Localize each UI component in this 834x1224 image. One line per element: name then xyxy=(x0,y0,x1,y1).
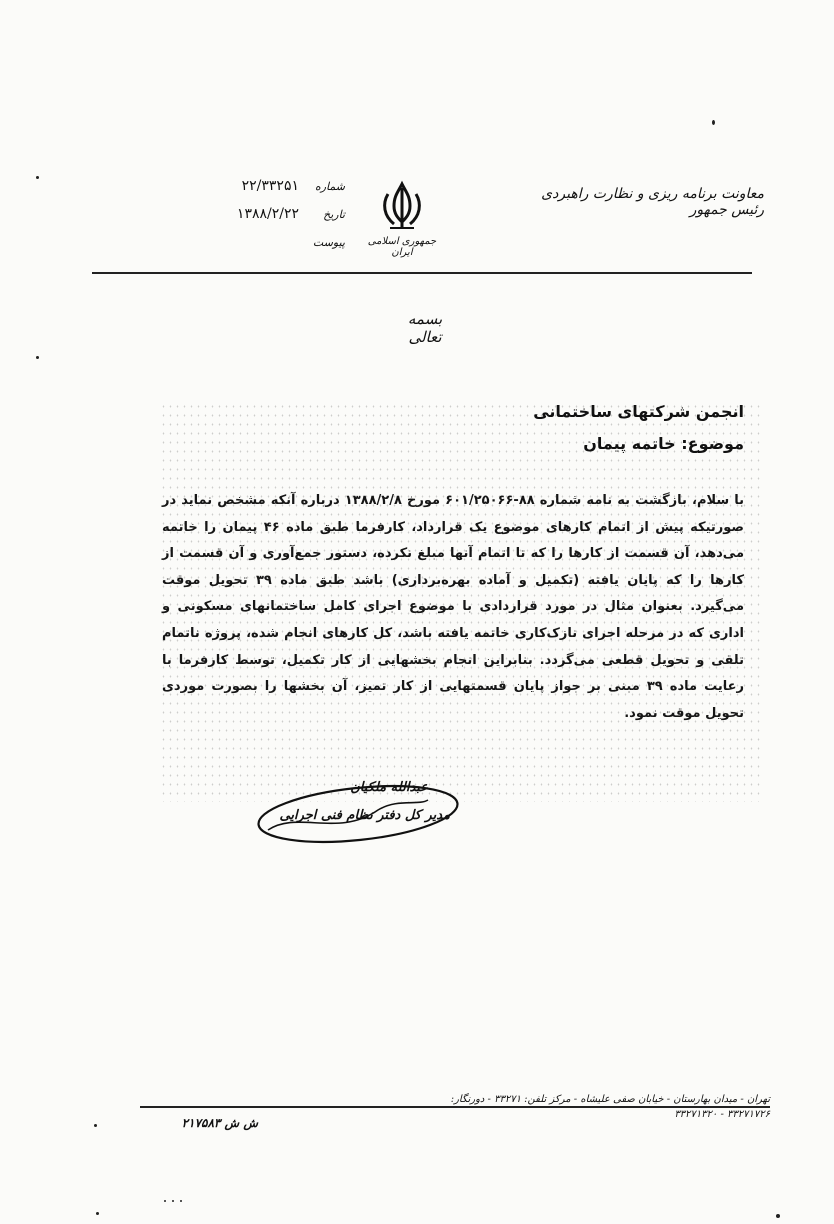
attachment-label: پیوست xyxy=(312,236,345,249)
letter-meta xyxy=(205,176,345,260)
signature-block xyxy=(228,780,468,850)
scan-speck xyxy=(172,1200,174,1202)
date-value: ۱۳۸۸/۲/۲۲ xyxy=(236,206,299,222)
organization-name: معاونت برنامه ریزی و نظارت راهبردی رئیس جمهور xyxy=(541,186,764,218)
scan-speck xyxy=(36,176,39,179)
header-divider xyxy=(92,272,752,274)
footer-code: ش ش ۲۱۷۵۸۳ xyxy=(181,1116,258,1130)
scan-speck xyxy=(164,1200,166,1202)
scan-speck xyxy=(180,1200,182,1202)
number-value: ۲۲/۳۳۲۵۱ xyxy=(241,178,299,194)
signatory-name: عبدالله ملکیان xyxy=(350,780,428,795)
addressee-block xyxy=(384,396,744,460)
scan-speck xyxy=(776,1214,780,1218)
emblem-caption: جمهوری اسلامی ایران xyxy=(367,236,437,258)
scan-speck xyxy=(712,120,715,125)
subject: موضوع: خاتمه پیمان xyxy=(583,434,744,453)
attachment-row xyxy=(205,232,345,260)
letter-body: با سلام، بازگشت به نامه شماره ۸۸-۶۰۱/۲۵۰۶۶ مورخ ۱۳۸۸/۲/۸ درباره آنکه مشخص نماید در صورتیکه پیش از اتمام کارهای موضوع یک قرارداد، کارفرما طبق ماده ۴۶ پیمان را خاتمه می‌دهد، آن قسمت از کارها را که تا اتمام آنها مبلغ نکرده، دستور جمع‌آوری و آن قسمت از کارها را که پایان یافته (تکمیل و آماده بهره‌برداری) باشد طبق ماده ۳۹ تحویل موقت می‌گیرد. بعنوان مثال در مورد قراردادی با موضوع اجرای کامل ساختمانهای مسکونی و اداری که در مرحله اجرای نازک‌کاری خاتمه یافته باشد، کل کارهای انجام شده، پروژه ناتمام تلقی و تحویل قطعی می‌گردد. بنابراین انجام بخشهایی از کار تکمیل، توسط کارفرما با رعایت ماده ۳۹ مبنی بر جواز پایان قسمتهایی از کار تمیز، آن بخشها را بصورت موردی تحویل موقت نمود. xyxy=(162,493,744,721)
footer-address: تهران - میدان بهارستان - خیابان صفی علیشاه - مرکز تلفن: ۳۳۲۷۱ - دورنگار: ۳۳۲۷۱۷۲۶ - ۳۳۲۷۱۳۲۰ xyxy=(450,1094,770,1120)
basmala: بسمه تعالی xyxy=(407,310,443,346)
scan-speck xyxy=(36,356,39,359)
date-label: تاریخ xyxy=(323,208,345,221)
signatory-title: مدیر کل دفتر نظام فنی اجرایی xyxy=(279,808,450,823)
addressee: انجمن شرکتهای ساختمانی xyxy=(533,402,744,421)
date-row xyxy=(205,204,345,232)
number-row xyxy=(205,176,345,204)
scan-speck xyxy=(96,1212,99,1215)
number-label: شماره xyxy=(314,180,345,193)
scan-speck xyxy=(94,1124,97,1127)
